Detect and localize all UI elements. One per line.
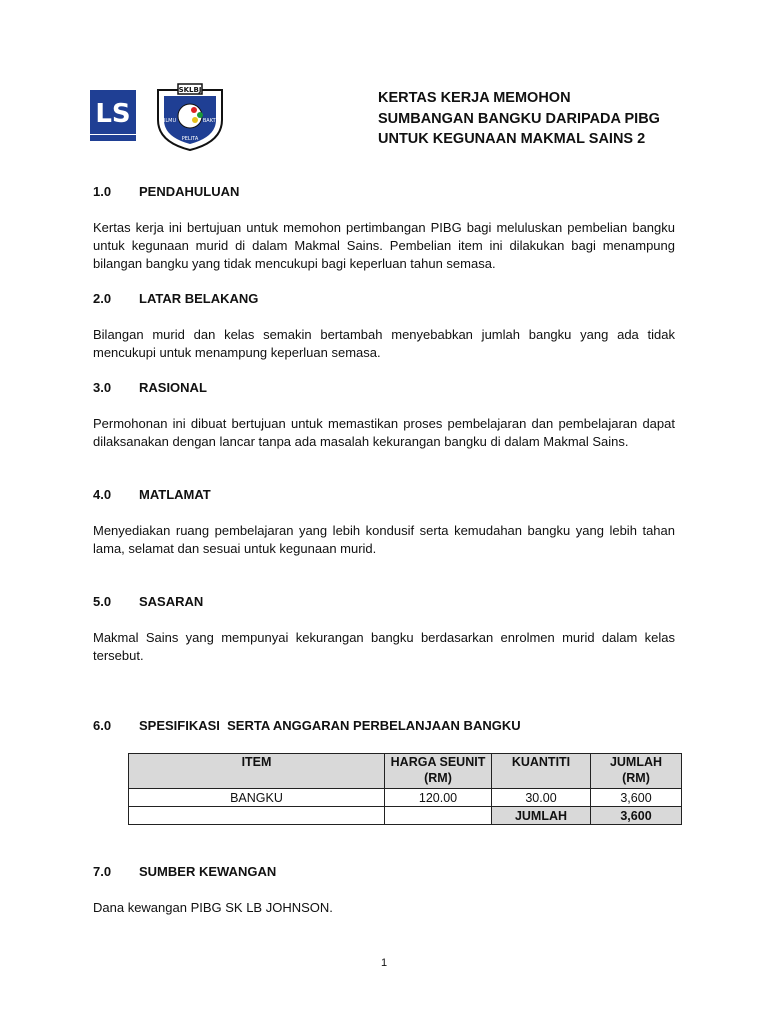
section-paragraph: Permohonan ini dibuat bertujuan untuk memastikan proses pembelajaran dan pembelajaran dapat dilaksanakan dengan lancar tanpa ada masalah kekurangan bangku di dalam Makmal Sains. — [93, 416, 675, 449]
section-paragraph: Bilangan murid dan kelas semakin bertambah menyebabkan jumlah bangku yang ada tidak mencukupi untuk menampung keperluan semasa. — [93, 327, 675, 360]
section-heading — [93, 184, 239, 199]
logo-left-text: LS — [95, 99, 131, 129]
title-line: UNTUK KEGUNAAN MAKMAL SAINS 2 — [378, 131, 646, 147]
section-title: SUMBER KEWANGAN — [139, 864, 277, 879]
table-total-row — [129, 807, 682, 825]
title-line: KERTAS KERJA MEMOHON — [378, 90, 571, 106]
section-paragraph: Makmal Sains yang mempunyai kekurangan bangku berdasarkan enrolmen murid dalam kelas tersebut. — [93, 630, 675, 663]
logo-right-top-text: SKLBJ — [178, 86, 202, 94]
section-number: 2.0 — [93, 291, 112, 306]
section-number: 7.0 — [93, 864, 112, 879]
section-number: 4.0 — [93, 487, 112, 502]
cell-total: 3,600 — [591, 789, 682, 807]
section-title: RASIONAL — [139, 380, 207, 395]
section-title: SASARAN — [139, 594, 204, 609]
cell-unit-price: 120.00 — [385, 789, 492, 807]
header-item: ITEM — [129, 754, 385, 789]
document-title — [378, 88, 698, 150]
school-emblem-left-icon — [88, 86, 138, 144]
section-heading — [93, 487, 211, 502]
budget-table — [128, 753, 682, 825]
section-heading — [93, 291, 258, 306]
section-heading — [93, 380, 207, 395]
section-heading — [93, 594, 203, 609]
header-quantity: KUANTITI — [492, 754, 591, 789]
section-number: 1.0 — [93, 184, 112, 199]
section-paragraph: Kertas kerja ini bertujuan untuk memohon pertimbangan PIBG bagi meluluskan pembelian bangku untuk kegunaan murid di dalam Makmal Sains. Pembelian item ini dilakukan bagi menampung bilangan bangku yang tidak mencukupi bagi keperluan tahun semasa. — [93, 220, 675, 271]
cell-item: BANGKU — [129, 789, 385, 807]
total-value: 3,600 — [591, 807, 682, 825]
header-unit-price: HARGA SEUNIT (RM) — [385, 754, 492, 789]
section-number: 6.0 — [93, 718, 112, 733]
section-title: SPESIFIKASI SERTA ANGGARAN PERBELANJAAN BANGKU — [139, 718, 521, 733]
section-title: PENDAHULUAN — [139, 184, 240, 199]
logo-right-bottom-text: PELITA — [181, 136, 199, 142]
header-total: JUMLAH (RM) — [591, 754, 682, 789]
logos — [88, 80, 238, 152]
table-row — [129, 789, 682, 807]
logo-right-left-text: ILMU — [163, 118, 177, 124]
section-number: 5.0 — [93, 594, 112, 609]
total-label: JUMLAH — [492, 807, 591, 825]
title-line: SUMBANGAN BANGKU DARIPADA PIBG — [378, 110, 660, 127]
section-number: 3.0 — [93, 380, 112, 395]
logo-right-right-text: BAKTI — [202, 118, 218, 124]
cell-empty — [129, 807, 385, 825]
section-title: MATLAMAT — [139, 487, 211, 502]
page-number: 1 — [380, 957, 388, 969]
school-emblem-right-icon — [150, 80, 230, 152]
section-heading — [93, 864, 276, 879]
section-paragraph: Dana kewangan PIBG SK LB JOHNSON. — [93, 900, 333, 915]
cell-empty — [385, 807, 492, 825]
cell-quantity: 30.00 — [492, 789, 591, 807]
section-paragraph: Menyediakan ruang pembelajaran yang lebih kondusif serta kemudahan bangku yang lebih tahan lama, selamat dan sesuai untuk kegunaan murid. — [93, 523, 675, 556]
section-title: LATAR BELAKANG — [139, 291, 259, 306]
table-header-row — [129, 754, 682, 789]
section-heading — [93, 718, 521, 733]
